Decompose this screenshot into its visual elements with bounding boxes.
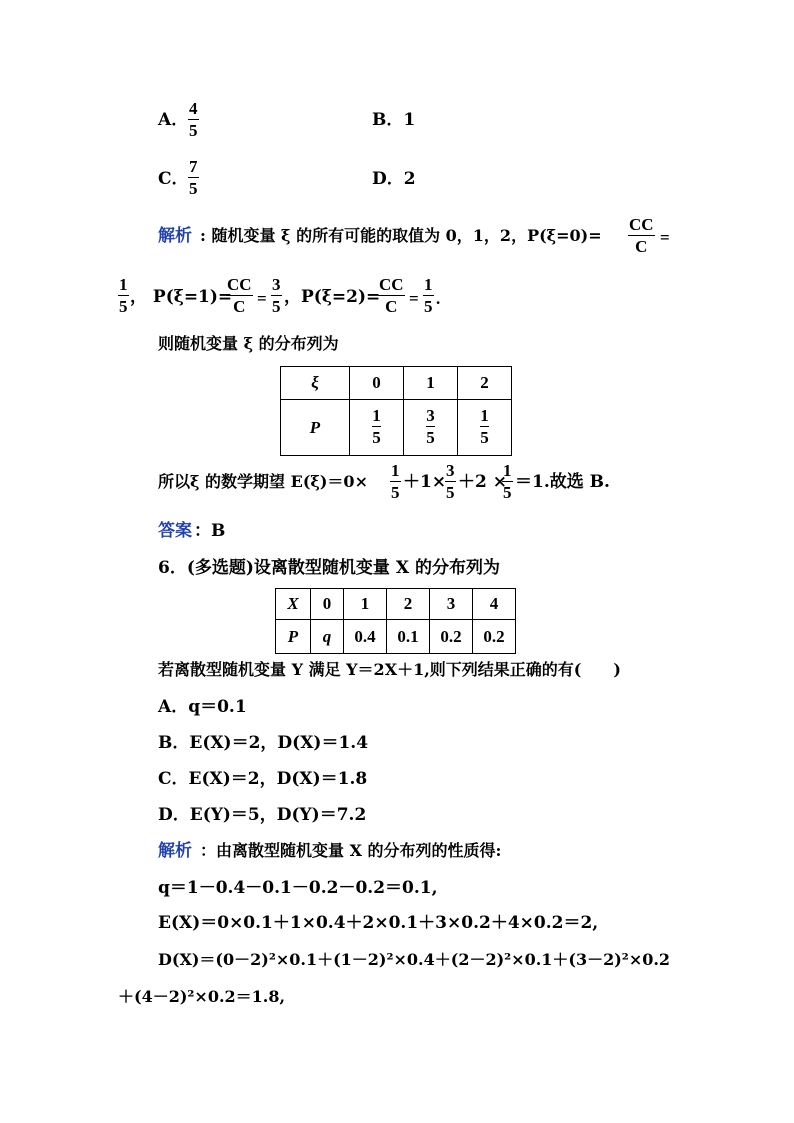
table-fraction (372, 407, 381, 446)
p2-numerator: CC (379, 275, 404, 294)
option-a-fraction (188, 100, 199, 139)
solution-keyword: 解析 (158, 841, 192, 861)
option-a-numerator: 4 (189, 99, 198, 118)
p1-value-numerator: 3 (272, 275, 281, 294)
expectation-fraction-1 (390, 462, 401, 501)
p2-value-fraction (423, 276, 434, 315)
p1-numerator: CC (227, 275, 252, 294)
table-cell (458, 400, 512, 456)
p1-denominator: C (233, 297, 246, 316)
fraction-bar (188, 177, 199, 178)
p0-numerator: CC (629, 215, 654, 234)
numerator: 3 (446, 461, 455, 480)
table-cell: P (281, 400, 350, 456)
table-cell: q (311, 620, 344, 654)
solution-line: q＝1－0.4－0.1－0.2－0.2＝0.1, (158, 878, 438, 898)
denominator: 5 (446, 483, 455, 502)
p1-text: ， P(ξ=1)= (130, 287, 233, 307)
p0-denominator: C (635, 237, 648, 256)
period: . (436, 289, 441, 308)
expectation-prefix: 所以ξ 的数学期望 E(ξ)＝0× (158, 472, 368, 491)
numerator: 1 (391, 461, 400, 480)
denominator: 5 (503, 483, 512, 502)
table-cell (404, 400, 458, 456)
table-cell: 0.2 (430, 620, 473, 654)
option-c-label: C． (158, 169, 189, 189)
expectation-mid-1: ＋1× (403, 472, 447, 492)
p2-denominator: C (385, 297, 398, 316)
expectation-suffix: ＝1.故选 B. (515, 472, 610, 492)
option-c-denominator: 5 (189, 179, 198, 198)
solution-line-1: : 随机变量 ξ 的所有可能的取值为 0，1，2，P(ξ=0)= (200, 226, 602, 245)
p0-value-denominator: 5 (119, 297, 128, 316)
table-cell: 2 (387, 589, 430, 620)
numerator: 1 (480, 406, 489, 425)
fraction-bar (378, 295, 405, 296)
p0-value-fraction (118, 276, 129, 315)
option-c-numerator: 7 (189, 157, 198, 176)
denominator: 5 (372, 428, 381, 447)
table-cell: 0 (311, 589, 344, 620)
numerator: 1 (503, 461, 512, 480)
equals-sign: = (660, 228, 670, 247)
option-c: C．E(X)＝2，D(X)＝1.8 (158, 769, 368, 789)
table-cell: 0.2 (473, 620, 516, 654)
option-d: D．E(Y)＝5，D(Y)＝7.2 (158, 805, 367, 825)
fraction-bar (502, 481, 513, 482)
fraction-bar (271, 295, 282, 296)
denominator: 5 (480, 428, 489, 447)
table-cell: 2 (458, 367, 512, 400)
table-cell: X (276, 589, 311, 620)
solution-line: ＋(4－2)²×0.2＝1.8, (118, 987, 286, 1006)
p2-text: ，P(ξ=2)= (284, 287, 381, 307)
fraction-bar (480, 426, 489, 427)
table-fraction (426, 407, 435, 446)
expectation-mid-2: ＋2 × (458, 472, 507, 492)
question-6-stem: 6．(多选题)设离散型随机变量 X 的分布列为 (158, 558, 500, 578)
p1-value-fraction (271, 276, 282, 315)
option-b: B．E(X)＝2，D(X)＝1.4 (158, 733, 369, 753)
table-cell: 0.4 (344, 620, 387, 654)
answer-value: ：B (194, 521, 226, 541)
option-c-fraction (188, 158, 199, 197)
fraction-bar (118, 295, 129, 296)
p2-value-denominator: 5 (424, 297, 433, 316)
numerator: 1 (372, 406, 381, 425)
x-distribution-table (275, 588, 516, 654)
p2-value-numerator: 1 (424, 275, 433, 294)
table-cell: 0.1 (387, 620, 430, 654)
fraction-bar (423, 295, 434, 296)
solution-intro: ：由离散型随机变量 X 的分布列的性质得: (200, 841, 502, 860)
fraction-bar (188, 119, 199, 120)
table-cell: 1 (404, 367, 458, 400)
fraction-bar (372, 426, 381, 427)
equals-sign: = (257, 289, 267, 308)
table-cell: 0 (350, 367, 404, 400)
solution-keyword: 解析 (158, 226, 192, 246)
p0-value-numerator: 1 (119, 275, 128, 294)
fraction-bar (426, 426, 435, 427)
solution-line: D(X)＝(0－2)²×0.1＋(1－2)²×0.4＋(2－2)²×0.1＋(3－2)²×0.2 (158, 950, 671, 969)
p0-fraction (628, 216, 655, 255)
table-cell: P (276, 620, 311, 654)
numerator: 3 (426, 406, 435, 425)
p1-fraction (226, 276, 253, 315)
equals-sign: = (409, 289, 419, 308)
solution-line: E(X)＝0×0.1＋1×0.4＋2×0.1＋3×0.2＋4×0.2＝2, (158, 913, 599, 933)
xi-distribution-table (280, 366, 512, 456)
fraction-bar (390, 481, 401, 482)
expectation-fraction-3 (502, 462, 513, 501)
fraction-bar (628, 235, 655, 236)
table-cell: ξ (281, 367, 350, 400)
table-cell: 4 (473, 589, 516, 620)
p1-value-denominator: 5 (272, 297, 281, 316)
denominator: 5 (426, 428, 435, 447)
answer-keyword: 答案 (158, 521, 192, 541)
table-cell: 3 (430, 589, 473, 620)
table-cell: 1 (344, 589, 387, 620)
option-a-label: A． (158, 110, 189, 130)
table-cell (350, 400, 404, 456)
option-d: D．2 (372, 169, 416, 189)
table-fraction (480, 407, 489, 446)
distribution-intro: 则随机变量 ξ 的分布列为 (158, 334, 339, 353)
fraction-bar (445, 481, 456, 482)
option-a: A．q＝0.1 (158, 697, 247, 717)
question-6-condition: 若离散型随机变量 Y 满足 Y＝2X＋1,则下列结果正确的有( ) (158, 660, 621, 679)
fraction-bar (226, 295, 253, 296)
denominator: 5 (391, 483, 400, 502)
option-a-denominator: 5 (189, 121, 198, 140)
expectation-fraction-2 (445, 462, 456, 501)
p2-fraction (378, 276, 405, 315)
option-b: B．1 (372, 110, 416, 130)
